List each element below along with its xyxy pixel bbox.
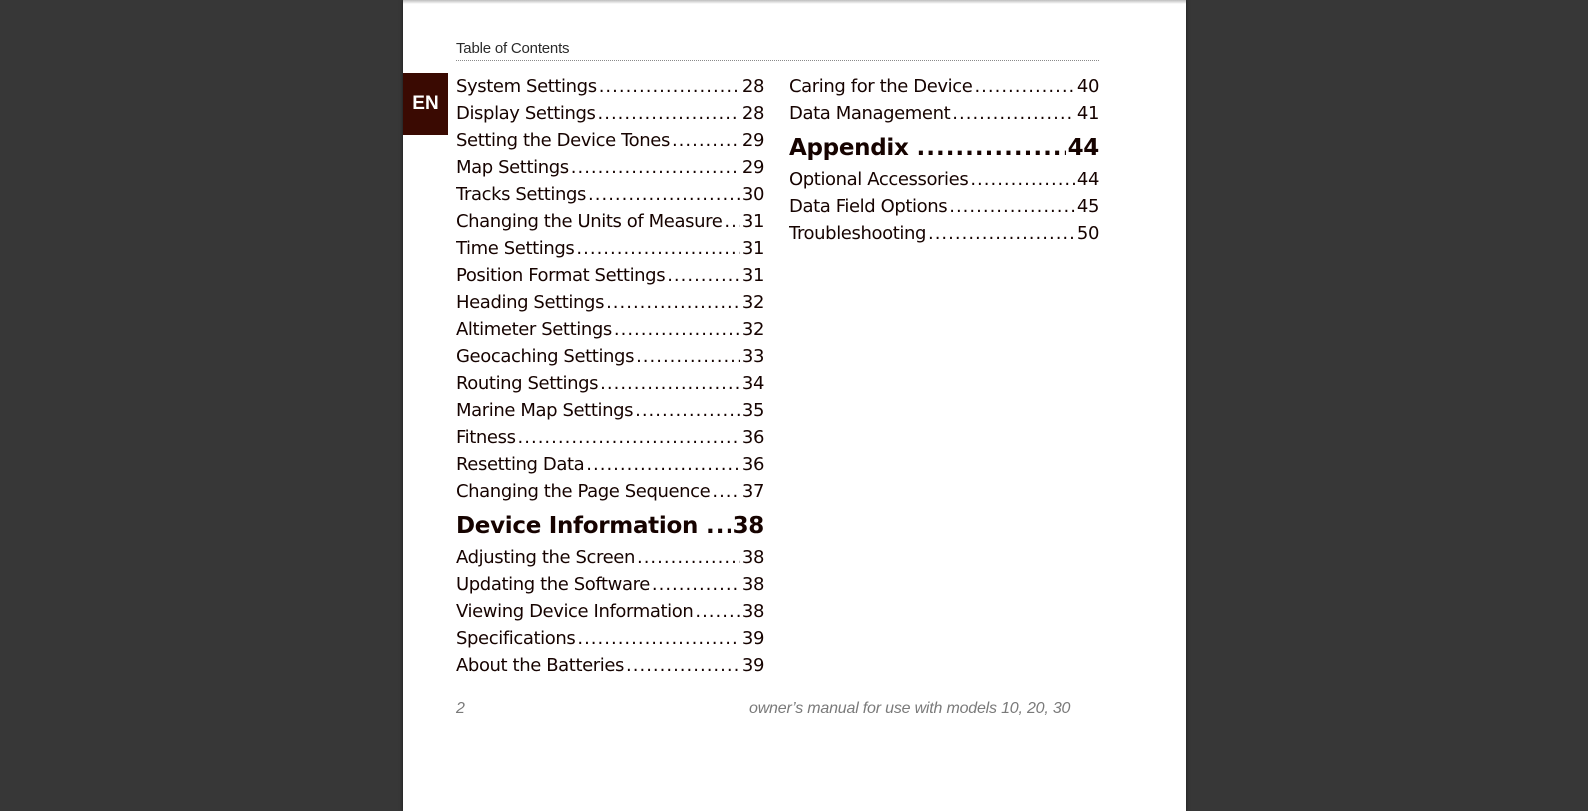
document-page [403, 0, 1186, 811]
toc-entry-page: 39 [741, 628, 764, 649]
toc-entry-page: 34 [741, 373, 764, 394]
toc-entry[interactable] [456, 127, 764, 154]
dot-leader [672, 127, 740, 154]
toc-entry-page: 45 [1076, 196, 1099, 217]
toc-entry-label: Data Management [789, 103, 951, 124]
dot-leader [667, 262, 740, 289]
toc-section-page: 44 [1067, 135, 1099, 161]
toc-entry-page: 35 [741, 400, 764, 421]
toc-entry[interactable] [456, 235, 764, 262]
running-header-title: Table of Contents [456, 40, 570, 57]
toc-entry-page: 36 [741, 454, 764, 475]
toc-entry[interactable] [789, 73, 1099, 100]
toc-entry-label: Specifications [456, 628, 576, 649]
toc-entry[interactable] [456, 316, 764, 343]
dot-leader [706, 508, 731, 544]
toc-entry-label: Adjusting the Screen [456, 547, 635, 568]
toc-entry[interactable] [789, 193, 1099, 220]
page-edge-shadow [403, 0, 1186, 4]
toc-entry-page: 32 [741, 292, 764, 313]
toc-entry[interactable] [456, 181, 764, 208]
dot-leader [600, 370, 740, 397]
toc-entry-page: 37 [741, 481, 764, 502]
toc-entry-label: Fitness [456, 427, 516, 448]
header-dotted-rule [456, 60, 1099, 61]
dot-leader [588, 181, 740, 208]
toc-entry-label: Setting the Device Tones [456, 130, 670, 151]
toc-entry[interactable] [456, 598, 764, 625]
toc-entry[interactable] [789, 166, 1099, 193]
toc-entry[interactable] [456, 100, 764, 127]
toc-entry[interactable] [456, 208, 764, 235]
toc-entry-label: System Settings [456, 76, 597, 97]
toc-entry-page: 29 [741, 157, 764, 178]
toc-entry-label: Marine Map Settings [456, 400, 634, 421]
toc-entry[interactable] [456, 625, 764, 652]
dot-leader [652, 571, 740, 598]
toc-entry-page: 33 [741, 346, 764, 367]
dot-leader [928, 220, 1075, 247]
toc-entry[interactable] [456, 571, 764, 598]
toc-entry-page: 40 [1076, 76, 1099, 97]
toc-entry[interactable] [789, 100, 1099, 127]
dot-leader [712, 478, 740, 505]
toc-entry-page: 31 [741, 211, 764, 232]
toc-entry-label: Time Settings [456, 238, 575, 259]
toc-entry-page: 41 [1076, 103, 1099, 124]
toc-entry-page: 31 [741, 265, 764, 286]
toc-entry[interactable] [456, 397, 764, 424]
toc-entry[interactable] [456, 478, 764, 505]
toc-section-label: Device Information [456, 513, 699, 539]
toc-entry-label: Updating the Software [456, 574, 650, 595]
dot-leader [571, 154, 740, 181]
dot-leader [952, 100, 1075, 127]
toc-entry[interactable] [456, 370, 764, 397]
toc-entry-label: Troubleshooting [789, 223, 926, 244]
toc-entry-page: 38 [741, 601, 764, 622]
footer-manual-title: owner’s manual for use with models 10, 20, 30 [749, 700, 1071, 717]
toc-section-heading[interactable] [456, 508, 764, 544]
toc-entry-page: 44 [1076, 169, 1099, 190]
dot-leader [724, 208, 740, 235]
dot-leader [518, 424, 740, 451]
dot-leader [974, 73, 1074, 100]
dot-leader [614, 316, 740, 343]
toc-entry-label: Tracks Settings [456, 184, 587, 205]
toc-entry-page: 50 [1076, 223, 1099, 244]
toc-column-left [456, 73, 764, 679]
toc-entry-label: Optional Accessories [789, 169, 969, 190]
toc-entry-page: 32 [741, 319, 764, 340]
toc-entry-label: Altimeter Settings [456, 319, 612, 340]
toc-entry-label: Position Format Settings [456, 265, 666, 286]
dot-leader [606, 289, 740, 316]
toc-entry[interactable] [456, 652, 764, 679]
dot-leader [635, 397, 740, 424]
toc-entry[interactable] [456, 424, 764, 451]
toc-entry-page: 38 [741, 574, 764, 595]
toc-column-right [789, 73, 1099, 247]
toc-entry-page: 30 [741, 184, 764, 205]
toc-entry-label: Data Field Options [789, 196, 948, 217]
toc-entry[interactable] [456, 289, 764, 316]
dot-leader [598, 100, 740, 127]
toc-entry-page: 31 [741, 238, 764, 259]
toc-entry-page: 29 [741, 130, 764, 151]
toc-entry-page: 28 [741, 76, 764, 97]
dot-leader [916, 130, 1065, 166]
toc-entry-label: Changing the Page Sequence [456, 481, 711, 502]
toc-entry[interactable] [456, 73, 764, 100]
toc-section-label: Appendix [789, 135, 909, 161]
toc-entry-label: Routing Settings [456, 373, 599, 394]
toc-entry[interactable] [456, 343, 764, 370]
toc-entry-label: About the Batteries [456, 655, 625, 676]
toc-entry[interactable] [789, 220, 1099, 247]
toc-entry[interactable] [456, 451, 764, 478]
toc-entry-page: 28 [741, 103, 764, 124]
toc-entry-label: Map Settings [456, 157, 569, 178]
dot-leader [637, 544, 740, 571]
dot-leader [586, 451, 740, 478]
toc-entry[interactable] [456, 262, 764, 289]
dot-leader [599, 73, 740, 100]
dot-leader [970, 166, 1075, 193]
toc-entry-label: Changing the Units of Measure [456, 211, 723, 232]
toc-entry-label: Display Settings [456, 103, 596, 124]
dot-leader [576, 235, 739, 262]
language-tab: EN [403, 73, 448, 135]
toc-entry-label: Resetting Data [456, 454, 585, 475]
dot-leader [949, 193, 1075, 220]
toc-entry[interactable] [456, 544, 764, 571]
dot-leader [577, 625, 740, 652]
toc-entry-label: Geocaching Settings [456, 346, 635, 367]
footer-page-number: 2 [456, 700, 465, 717]
dot-leader [626, 652, 740, 679]
dot-leader [695, 598, 740, 625]
toc-entry-label: Viewing Device Information [456, 601, 694, 622]
toc-entry-label: Caring for the Device [789, 76, 973, 97]
toc-section-heading[interactable] [789, 130, 1099, 166]
toc-section-page: 38 [732, 513, 764, 539]
toc-entry-page: 38 [741, 547, 764, 568]
toc-entry-page: 39 [741, 655, 764, 676]
toc-entry[interactable] [456, 154, 764, 181]
dot-leader [636, 343, 740, 370]
toc-entry-page: 36 [741, 427, 764, 448]
toc-entry-label: Heading Settings [456, 292, 605, 313]
